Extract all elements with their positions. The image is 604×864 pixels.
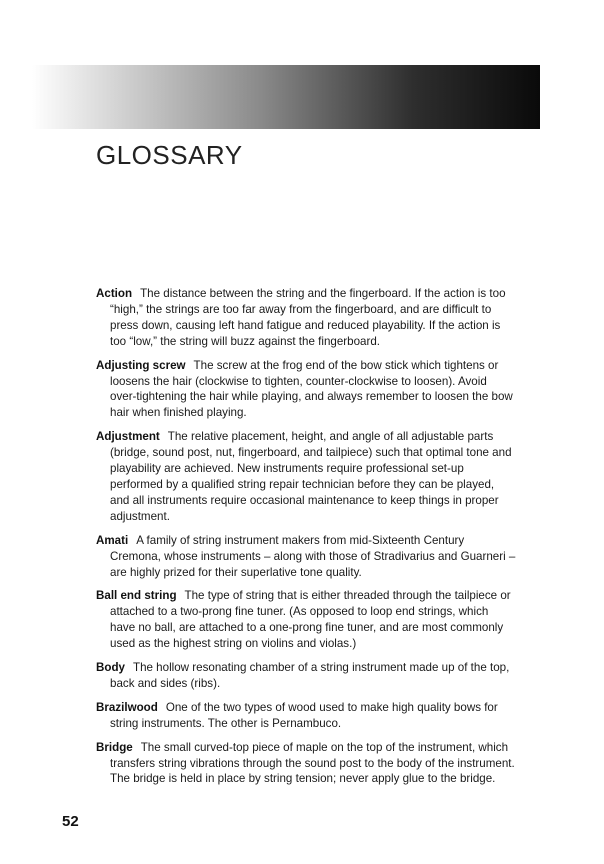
glossary-term: Action [96, 287, 133, 300]
glossary-term: Ball end string [96, 589, 177, 603]
header-gradient-band [32, 65, 540, 129]
glossary-entry-action [96, 286, 516, 350]
glossary-definition: The screw at the frog end of the bow stick which tightens or loosens the hair (clockwise to tighten, counter-clockwise to loosen). Avoid over-tightening the hair while playing, and always remember to loosen the bow hair when finished playing. [110, 358, 513, 420]
glossary-entries [96, 286, 516, 795]
glossary-term: Adjustment [96, 430, 160, 444]
glossary-definition: The relative placement, height, and angle of all adjustable parts (bridge, sound post, nut, fingerboard, and tailpiece) such that optimal tone and playability are achieved. New instruments require professional set-up performed by a qualified string repair technician before they can be played, and all instruments require occasional maintenance to keep things in proper adjustment. [110, 430, 512, 523]
page-title: GLOSSARY [96, 140, 243, 170]
glossary-entry-ball-end-string [96, 588, 516, 652]
glossary-entry-body [96, 660, 516, 692]
glossary-definition: A family of string instrument makers from mid-Sixteenth Century Cremona, whose instruments – along with those of Stradivarius and Guarneri – are highly prized for their superlative tone quality. [110, 533, 516, 579]
glossary-entry-adjusting-screw [96, 358, 516, 422]
glossary-entry-bridge [96, 740, 516, 788]
glossary-entry-adjustment [96, 429, 516, 524]
glossary-definition: The small curved-top piece of maple on the top of the instrument, which transfers string vibrations through the sound post to the body of the instrument. The bridge is held in place by string tension; never apply glue to the bridge. [110, 740, 515, 786]
glossary-definition: The type of string that is either threaded through the tailpiece or attached to a two-prong fine tuner. (As opposed to loop end strings, which have no ball, are attached to a one-prong fine tuner, and are most commonly used as the highest string on violins and violas.) [110, 589, 511, 651]
glossary-term: Adjusting screw [96, 358, 186, 372]
glossary-term: Brazilwood [96, 700, 158, 714]
page-number: 52 [62, 813, 79, 830]
glossary-definition: The distance between the string and the fingerboard. If the action is too “high,” the strings are too far away from the fingerboard, and are difficult to press down, causing left hand fatigue and reduced playability. If the action is too “low,” the string will buzz against the fingerboard. [110, 287, 506, 348]
glossary-term: Amati [96, 533, 129, 547]
glossary-definition: The hollow resonating chamber of a string instrument made up of the top, back and sides (ribs). [110, 661, 510, 690]
glossary-term: Body [96, 661, 125, 675]
glossary-entry-amati [96, 533, 516, 581]
glossary-definition: One of the two types of wood used to make high quality bows for string instruments. The other is Pernambuco. [110, 700, 498, 730]
glossary-term: Bridge [96, 740, 133, 754]
glossary-entry-brazilwood [96, 700, 516, 732]
